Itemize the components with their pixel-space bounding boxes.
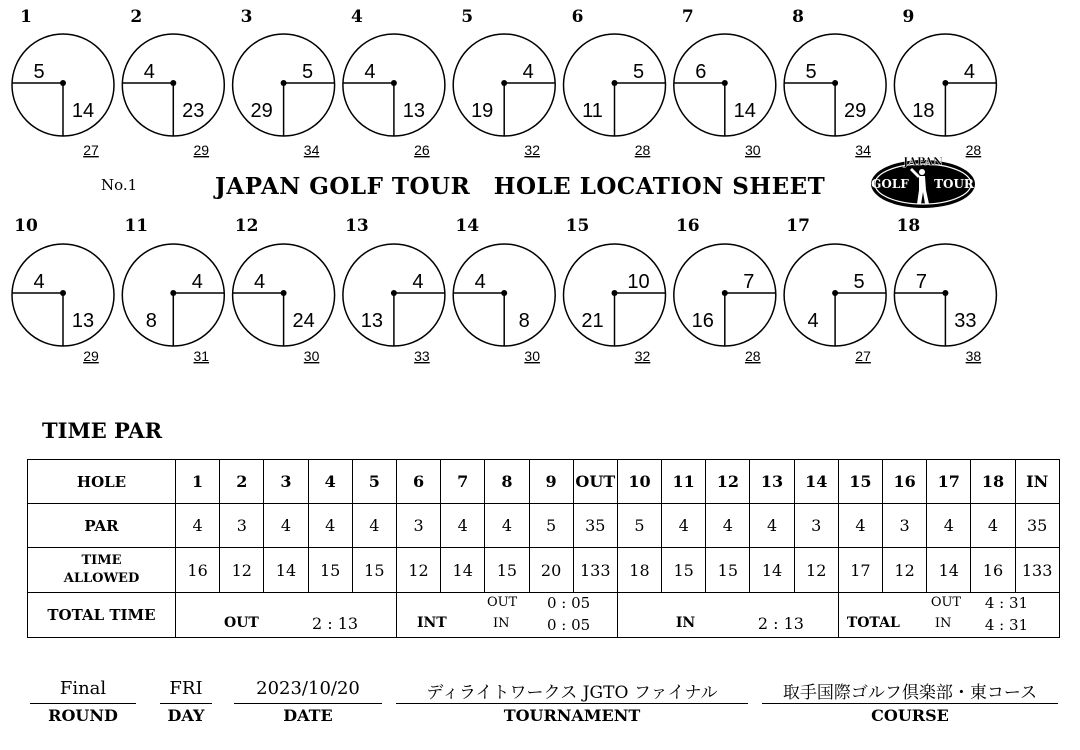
hole-diagram xyxy=(674,7,776,158)
sheet-title: JAPAN GOLF TOUR HOLE LOCATION SHEET xyxy=(215,173,826,200)
hole-diagram xyxy=(12,7,114,158)
green-depth: 29 xyxy=(83,348,99,364)
par-cell: 4 xyxy=(838,504,882,548)
hole-diagram xyxy=(453,216,555,364)
edge-distance: 4 xyxy=(474,271,486,293)
green-depth: 30 xyxy=(303,348,320,364)
par-cell: 5 xyxy=(529,504,573,548)
par-cell: 3 xyxy=(883,504,927,548)
time-par-table xyxy=(27,459,1060,638)
hole-number: 7 xyxy=(681,7,694,27)
hole-diagram xyxy=(894,216,996,364)
front-distance: 18 xyxy=(912,100,935,122)
par-cell: 4 xyxy=(485,504,529,548)
round-underline xyxy=(30,703,136,704)
hole-number: 16 xyxy=(675,216,700,236)
edge-distance: 4 xyxy=(191,271,203,293)
time-allowed-cell: 14 xyxy=(927,548,971,592)
front-distance: 33 xyxy=(954,310,977,332)
front-distance: 8 xyxy=(518,310,530,332)
hole-diagram xyxy=(564,7,666,158)
edge-distance: 4 xyxy=(412,271,424,293)
time-allowed-cell: 14 xyxy=(264,548,308,592)
hole-cell: 4 xyxy=(308,460,352,504)
total-out-label: OUT xyxy=(224,614,259,631)
hole-cell: 3 xyxy=(264,460,308,504)
hole-diagram xyxy=(674,216,776,364)
time-allowed-cell: 15 xyxy=(352,548,396,592)
green-depth: 34 xyxy=(303,142,320,158)
edge-distance: 4 xyxy=(254,271,266,293)
front-distance: 13 xyxy=(360,310,384,332)
hole-number: 10 xyxy=(14,216,38,236)
front-distance: 14 xyxy=(71,100,95,122)
edge-distance: 5 xyxy=(33,61,45,83)
par-cell: 4 xyxy=(176,504,220,548)
time-allowed-cell: 17 xyxy=(838,548,882,592)
hole-cell: 18 xyxy=(971,460,1015,504)
hole-number: 15 xyxy=(565,216,590,236)
par-cell: 5 xyxy=(617,504,661,548)
hole-cell: 12 xyxy=(706,460,750,504)
japan-golf-tour-logo xyxy=(868,152,978,212)
total-int-label: INT xyxy=(416,614,447,631)
sheet-number: No.1 xyxy=(101,176,138,194)
hole-cell: 6 xyxy=(396,460,440,504)
course-value: 取手国際ゴルフ倶楽部・東コース xyxy=(782,683,1038,703)
time-par-title: TIME PAR xyxy=(42,418,163,443)
int-in-value: 0 : 05 xyxy=(546,615,591,634)
green-depth: 28 xyxy=(965,142,982,158)
hole-cell: 9 xyxy=(529,460,573,504)
hole-diagram xyxy=(12,216,114,364)
total-in-sub-value: 4 : 31 xyxy=(984,615,1029,634)
hole-cell: 13 xyxy=(750,460,794,504)
hole-diagram xyxy=(343,7,445,158)
day-value: FRI xyxy=(169,678,203,699)
time-allowed-cell: 20 xyxy=(529,548,573,592)
hole-number: 2 xyxy=(130,7,143,27)
edge-distance: 4 xyxy=(33,271,45,293)
hole-diagram xyxy=(453,7,555,158)
hole-diagram xyxy=(784,216,886,364)
par-cell: 4 xyxy=(662,504,706,548)
green-depth: 31 xyxy=(193,348,210,364)
hole-number: 17 xyxy=(786,216,810,236)
round-label: ROUND xyxy=(48,706,118,725)
time-allowed-cell: 16 xyxy=(971,548,1015,592)
total-in-sub-label: IN xyxy=(934,615,952,631)
green-depth: 32 xyxy=(524,142,540,158)
time-allowed-cell: 12 xyxy=(883,548,927,592)
green-depth: 26 xyxy=(414,142,430,158)
green-depth: 29 xyxy=(193,142,210,158)
time-allowed-row xyxy=(28,548,1060,592)
time-allowed-cell: 18 xyxy=(617,548,661,592)
edge-distance: 5 xyxy=(805,61,817,83)
date-underline xyxy=(234,703,382,704)
front-distance: 14 xyxy=(733,100,756,122)
time-allowed-cell: 12 xyxy=(220,548,264,592)
edge-distance: 7 xyxy=(743,271,755,293)
green-depth: 34 xyxy=(855,142,871,158)
total-total-cell xyxy=(838,592,1059,637)
par-cell: 4 xyxy=(927,504,971,548)
int-out-label: OUT xyxy=(486,594,518,610)
time-allowed-cell: 16 xyxy=(176,548,220,592)
row-label-total-time: TOTAL TIME xyxy=(28,592,176,637)
total-out-cell xyxy=(176,592,397,637)
course-underline xyxy=(762,703,1058,704)
edge-distance: 4 xyxy=(364,61,376,83)
front-distance: 11 xyxy=(582,100,603,122)
hole-cell: 17 xyxy=(927,460,971,504)
course-label: COURSE xyxy=(871,706,949,725)
front-distance: 16 xyxy=(691,310,714,332)
front-distance: 4 xyxy=(807,310,819,332)
int-out-value: 0 : 05 xyxy=(546,593,591,612)
green-depth: 28 xyxy=(634,142,651,158)
time-allowed-cell: 15 xyxy=(308,548,352,592)
par-cell: 3 xyxy=(396,504,440,548)
logo-text-left: GOLF xyxy=(871,177,909,191)
time-allowed-cell: 14 xyxy=(441,548,485,592)
par-cell: 4 xyxy=(706,504,750,548)
edge-distance: 4 xyxy=(522,61,534,83)
hole-diagram xyxy=(122,216,224,364)
hole-number: 14 xyxy=(455,216,480,236)
front-distance: 29 xyxy=(250,100,273,122)
total-out-value: 2 : 13 xyxy=(312,613,359,633)
par-cell: 3 xyxy=(794,504,838,548)
row-label-time-allowed xyxy=(28,548,176,592)
edge-distance: 5 xyxy=(632,61,645,83)
hole-number: 18 xyxy=(896,216,921,236)
hole-diagram xyxy=(894,7,996,158)
edge-distance: 6 xyxy=(695,61,707,83)
front-distance: 13 xyxy=(402,100,426,122)
hole-cell: 14 xyxy=(794,460,838,504)
front-distance: 23 xyxy=(182,100,205,122)
tournament-value: ディライトワークス JGTO ファイナル xyxy=(426,683,718,703)
front-distance: 24 xyxy=(292,310,315,332)
hole-diagram xyxy=(122,7,224,158)
edge-distance: 5 xyxy=(853,271,865,293)
total-in-cell xyxy=(617,592,838,637)
round-value: Final xyxy=(59,678,107,699)
tournament-label: TOURNAMENT xyxy=(503,706,641,725)
hole-number: 11 xyxy=(124,216,149,236)
edge-distance: 4 xyxy=(143,61,155,83)
edge-distance: 5 xyxy=(302,61,314,83)
hole-cell: 1 xyxy=(176,460,220,504)
day-underline xyxy=(160,703,212,704)
hole-cell: 7 xyxy=(441,460,485,504)
total-out-sub-value: 4 : 31 xyxy=(984,593,1029,612)
hole-number: 5 xyxy=(461,7,474,27)
hole-number: 12 xyxy=(234,216,259,236)
time-allowed-cell: 15 xyxy=(706,548,750,592)
front-distance: 13 xyxy=(71,310,95,332)
edge-distance: 4 xyxy=(963,61,975,83)
time-allowed-cell: 15 xyxy=(485,548,529,592)
total-in-label: IN xyxy=(675,614,696,631)
par-cell: 35 xyxy=(1015,504,1059,548)
total-time-row xyxy=(28,592,1060,637)
time-allowed-cell: 15 xyxy=(662,548,706,592)
green-depth: 33 xyxy=(414,348,430,364)
hole-number: 4 xyxy=(350,7,363,27)
hole-number: 8 xyxy=(792,7,805,27)
hole-number: 9 xyxy=(902,7,915,27)
hole-diagram xyxy=(784,7,886,158)
par-cell: 4 xyxy=(750,504,794,548)
front-distance: 19 xyxy=(471,100,494,122)
time-allowed-cell: 14 xyxy=(750,548,794,592)
hole-cell: 11 xyxy=(662,460,706,504)
date-value: 2023/10/20 xyxy=(256,678,360,699)
par-cell: 4 xyxy=(264,504,308,548)
date-label: DATE xyxy=(283,706,333,725)
edge-distance: 7 xyxy=(915,271,927,293)
edge-distance: 10 xyxy=(627,271,650,293)
hole-cell: 10 xyxy=(617,460,661,504)
par-cell: 35 xyxy=(573,504,617,548)
hole-cell: 15 xyxy=(838,460,882,504)
total-out-sub-label: OUT xyxy=(930,594,962,610)
green-depth: 28 xyxy=(745,348,761,364)
hole-number: 3 xyxy=(240,7,253,27)
total-in-value: 2 : 13 xyxy=(757,613,804,633)
row-label-par: PAR xyxy=(28,504,176,548)
tournament-underline xyxy=(396,703,748,704)
par-cell: 4 xyxy=(308,504,352,548)
hole-cell: 8 xyxy=(485,460,529,504)
front-distance: 29 xyxy=(843,100,867,122)
green-depth: 30 xyxy=(524,348,540,364)
hole-cell: 16 xyxy=(883,460,927,504)
hole-number: 1 xyxy=(20,7,32,27)
hole-diagram xyxy=(564,216,666,364)
front-distance: 21 xyxy=(581,310,604,332)
hole-cell: IN xyxy=(1015,460,1059,504)
hole-cell: 2 xyxy=(220,460,264,504)
total-total-label: TOTAL xyxy=(846,614,900,631)
row-label-hole: HOLE xyxy=(28,460,176,504)
par-row xyxy=(28,504,1060,548)
time-allowed-cell: 12 xyxy=(396,548,440,592)
green-depth: 27 xyxy=(83,142,99,158)
hole-diagram xyxy=(233,216,335,364)
hole-cell: 5 xyxy=(352,460,396,504)
hole-cell: OUT xyxy=(573,460,617,504)
hole-diagram xyxy=(343,216,445,364)
green-depth: 30 xyxy=(745,142,761,158)
par-cell: 4 xyxy=(352,504,396,548)
time-allowed-cell: 133 xyxy=(1015,548,1059,592)
front-distance: 8 xyxy=(145,310,157,332)
hole-diagram xyxy=(233,7,335,158)
green-depth: 27 xyxy=(855,348,871,364)
logo-text-top: JAPAN xyxy=(903,155,943,168)
hole-row xyxy=(28,460,1060,504)
green-depth: 38 xyxy=(965,348,982,364)
time-allowed-cell: 133 xyxy=(573,548,617,592)
day-label: DAY xyxy=(167,706,205,725)
row-label-time: TIME xyxy=(81,553,122,569)
green-depth: 32 xyxy=(634,348,651,364)
row-label-allowed: ALLOWED xyxy=(63,571,140,587)
time-allowed-cell: 12 xyxy=(794,548,838,592)
int-in-label: IN xyxy=(492,615,510,631)
par-cell: 4 xyxy=(971,504,1015,548)
hole-number: 13 xyxy=(345,216,369,236)
par-cell: 3 xyxy=(220,504,264,548)
hole-number: 6 xyxy=(571,7,584,27)
logo-text-right: TOUR xyxy=(934,177,974,191)
total-int-cell xyxy=(396,592,617,637)
par-cell: 4 xyxy=(441,504,485,548)
